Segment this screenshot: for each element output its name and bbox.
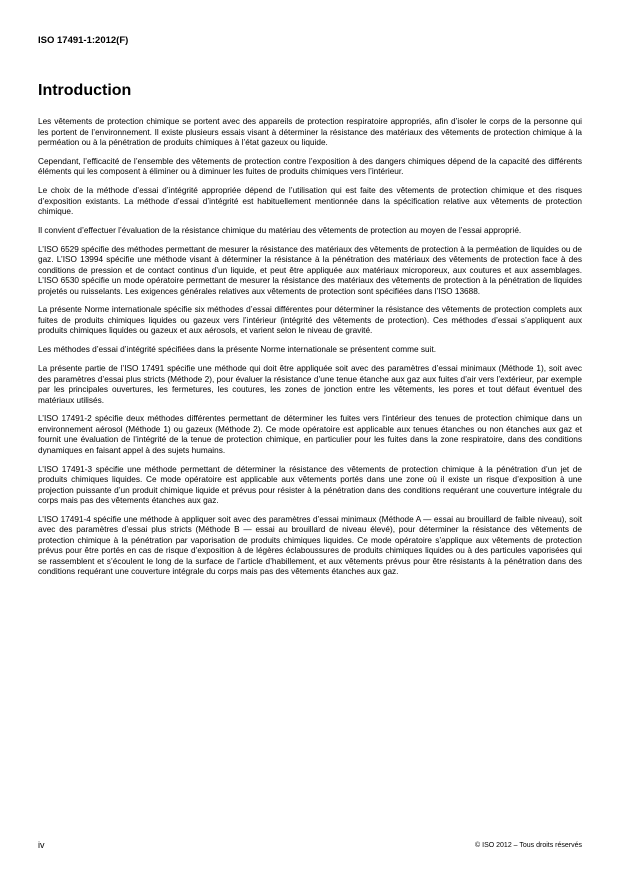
copyright-notice: © ISO 2012 – Tous droits réservés — [475, 842, 582, 849]
standard-identifier: ISO 17491-1:2012(F) — [38, 35, 129, 46]
paragraph: Il convient d’effectuer l’évaluation de la résistance chimique du matériau des vêtements de protection au moyen de l’essai approprié. — [38, 225, 522, 235]
section-body — [38, 117, 582, 586]
paragraph: L’ISO 17491-2 spécifie deux méthodes différentes permettant de déterminer les fuites vers l’intérieur des tenues de protection chimique dans un environnement aérosol (Méthode 1) ou gazeux (Méthode 2). Ce mode opératoire est applicable aux tenues étanches ou non étanches aux gaz et fournit une évaluation de l’intégrité de la tenue de protection chimique, en particulier pour les fuites dans la zone respiratoire, dans des conditions dynamiques en faisant appel à des sujets humains. — [38, 414, 582, 455]
paragraph: L’ISO 6529 spécifie des méthodes permettant de mesurer la résistance des matériaux des vêtements de protection à la perméation de liquides ou de gaz. L’ISO 13994 spécifie une méthode visant à déterminer la résistance à la pénétration des matériaux des vêtements de protection face à des conditions de pression et de contact continus d’un liquide, et peut être appliquée aux matériaux microporeux, aux coutures et aux assemblages. L’ISO 6530 spécifie un mode opératoire permettant de mesurer la résistance des matériaux des vêtements de protection à la pénétration de liquides projetés ou ruisselants. Les exigences générales relatives aux vêtements de protection sont spécifiées dans l’ISO 13688. — [38, 244, 582, 296]
paragraph: Les vêtements de protection chimique se portent avec des appareils de protection respiratoire appropriés, afin d’isoler le corps de la personne qui les portent de l’environnement. Il existe plusieurs essais visant à déterminer la résistance des matériaux des vêtements de protection chimique à la perméation ou à la pénétration de produits chimiques à l’état gazeux ou liquide. — [38, 117, 582, 147]
paragraph: Cependant, l’efficacité de l’ensemble des vêtements de protection contre l’exposition à des dangers chimiques dépend de la capacité des différents éléments qui les composent à éliminer ou à diminuer les fuites de produits chimiques vers l’intérieur. — [38, 156, 582, 177]
page-number: iv — [38, 840, 45, 850]
paragraph: Le choix de la méthode d’essai d’intégrité appropriée dépend de l’utilisation qui est faite des vêtements de protection chimique et des risques d’exposition existants. La méthode d’essai d’intégrité est habituellement mentionnée dans la spécification relative aux vêtements de protection chimique. — [38, 186, 582, 217]
paragraph: Les méthodes d’essai d’intégrité spécifiées dans la présente Norme internationale se présentent comme suit. — [38, 345, 437, 355]
section-title: Introduction — [38, 82, 132, 99]
paragraph: L’ISO 17491-3 spécifie une méthode permettant de déterminer la résistance des vêtements de protection chimique à la pénétration d’un jet de produits chimiques liquides. Ce mode opératoire est applicable aux vêtements portés dans une zone où il existe un risque d’exposition à une projection puissante d’un produit chimique liquide et prévus pour résister à la pénétration dans des conditions requérant une couverture intégrale du corps mais pas des vêtements étanches aux gaz. — [38, 464, 582, 506]
paragraph: La présente Norme internationale spécifie six méthodes d’essai différentes pour déterminer la résistance des vêtements de protection complets aux fuites de produits chimiques liquides ou gazeux vers l’intérieur (intégrité des vêtements de protection). Ces méthodes d’essai s’appliquent aux produits chimiques liquides ou gazeux et aux aérosols, et varient selon le niveau de gravité. — [38, 305, 582, 336]
paragraph: La présente partie de l’ISO 17491 spécifie une méthode qui doit être appliquée soit avec des paramètres d’essai minimaux (Méthode 1), soit avec des paramètres d’essai plus stricts (Méthode 2), pour évaluer la résistance d’une tenue étanche aux gaz aux fuites d’air vers l’extérieur, par exemple par les principales ouvertures, les fermetures, les coutures, les zones de jonction entre les vêtements, les pores et tout défaut éventuel des matériaux utilisés. — [38, 364, 582, 405]
paragraph: L’ISO 17491-4 spécifie une méthode à appliquer soit avec des paramètres d’essai minimaux (Méthode A — essai au brouillard de faible niveau), soit avec des paramètres d’essai plus stricts (Méthode B — essai au brouillard de niveau élevé), pour déterminer la résistance des vêtements de protection chimique à la pénétration par vaporisation de produits chimiques liquides. Ce mode opératoire s’applique aux vêtements de protection prévus pour être portés en cas de risque d’exposition à de légères éclaboussures de produits chimiques liquides ou à des particules vaporisées qui se rassemblent et s’écoulent le long de la surface de l’article d’habillement, et aux vêtements prévus pour être résistants à la pénétration dans des conditions requérant une couverture intégrale du corps mais pas des vêtements étanches aux gaz. — [38, 514, 582, 577]
